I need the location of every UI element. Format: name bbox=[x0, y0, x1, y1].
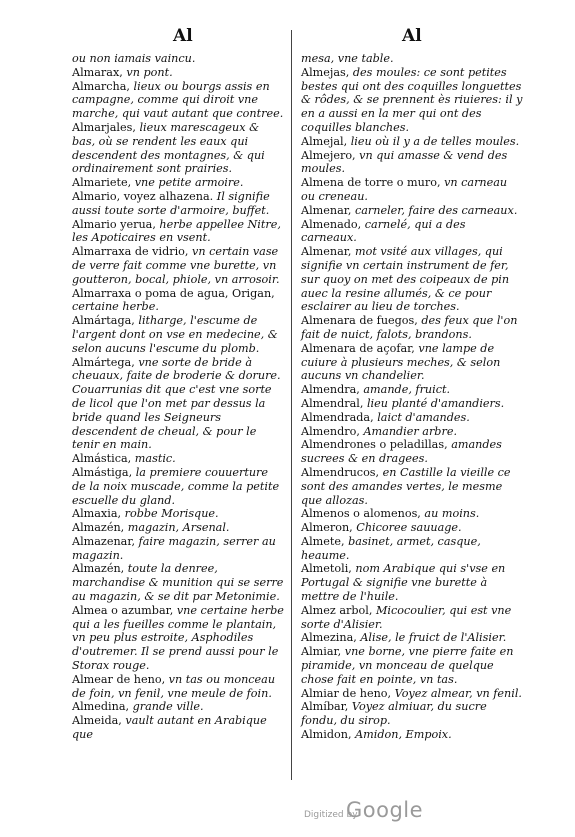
entry-headword: Almendrada, bbox=[301, 410, 374, 424]
entry-headword: Almena de torre o muro, bbox=[301, 176, 441, 190]
dictionary-entry bbox=[72, 714, 284, 742]
dictionary-entry bbox=[301, 521, 523, 535]
entry-headword: Almarjales, bbox=[72, 120, 136, 134]
entry-definition: Amidon, Empoix. bbox=[351, 728, 452, 742]
entry-definition: vn carneau ou creneau. bbox=[301, 176, 508, 203]
entry-definition: au moins. bbox=[420, 507, 480, 521]
dictionary-entry bbox=[301, 507, 523, 521]
entry-headword: Almenar, bbox=[301, 203, 352, 217]
entry-headword: Almazenar, bbox=[72, 534, 135, 548]
entry-headword: Almete, bbox=[301, 534, 345, 548]
entry-definition: Alise, le fruict de l'Alisier. bbox=[356, 631, 507, 645]
entry-definition: en Castille la vieille ce sont des amandes vertes, le mesme que allozas. bbox=[301, 465, 511, 507]
entry-headword: Almiar de heno, bbox=[301, 686, 392, 700]
entry-definition: robbe Morisque. bbox=[121, 507, 219, 521]
entry-headword: Almedina, bbox=[72, 700, 130, 714]
entry-headword: Almetoli, bbox=[301, 562, 352, 576]
entry-definition: des moules: ce sont petites bestes qui ont des coquilles longuettes & rôdes, & se prennent ès riuieres: il y en a aussi en la mer qui ont des coquilles blanches. bbox=[301, 65, 523, 134]
entry-headword: Almea o azumbar, bbox=[72, 603, 174, 617]
dictionary-entry bbox=[301, 52, 523, 66]
entry-definition: amandes sucrees & en dragees. bbox=[301, 438, 502, 466]
dictionary-entry bbox=[72, 521, 284, 535]
entry-definition: vn tas ou monceau de foin, vn fenil, vne meule de foin. bbox=[72, 672, 276, 700]
entry-headword: Almariete, bbox=[72, 176, 132, 190]
dictionary-entry bbox=[301, 604, 523, 632]
entry-definition: carneler, faire des carneaux. bbox=[351, 203, 518, 217]
dictionary-entry bbox=[72, 176, 284, 190]
entry-headword: Almártaga, bbox=[72, 314, 135, 328]
dictionary-entry bbox=[72, 52, 284, 66]
dictionary-entry bbox=[301, 562, 523, 603]
dictionary-entry bbox=[72, 80, 284, 121]
dictionary-entry bbox=[72, 356, 284, 453]
running-header bbox=[0, 26, 575, 50]
dictionary-entry bbox=[301, 700, 523, 728]
dictionary-entry bbox=[301, 314, 523, 342]
dictionary-entry bbox=[72, 452, 284, 466]
dictionary-entry bbox=[301, 645, 523, 686]
entry-headword: Almendro, bbox=[301, 424, 360, 438]
google-logo: Google bbox=[346, 798, 424, 822]
column-divider bbox=[291, 30, 292, 780]
digitized-label: Digitized by bbox=[304, 810, 358, 820]
entry-definition: vne certaine herbe qui a les fueilles comme le plantain, vn peu plus estroite, Asphodiles d'outremer. Il se prend aussi pour le Storax rouge. bbox=[72, 603, 284, 673]
entry-definition: laict d'amandes. bbox=[373, 410, 470, 424]
entry-headword: Almaxia, bbox=[72, 507, 122, 521]
entry-definition: carnelé, qui a des carneaux. bbox=[301, 217, 466, 245]
dictionary-entry bbox=[301, 383, 523, 397]
header-left: Al bbox=[173, 26, 193, 46]
entry-definition: Amandier arbre. bbox=[359, 424, 457, 438]
digitized-watermark bbox=[296, 798, 446, 828]
entry-headword: Almejero, bbox=[301, 148, 356, 162]
entry-headword: Almario, voyez alhazena. bbox=[72, 189, 214, 203]
entry-headword: Almiar, bbox=[301, 645, 342, 659]
entry-definition: Voyez almear, vn fenil. bbox=[391, 686, 522, 700]
entry-definition: vne sorte de bride à cheuaux, faite de broderie & dorure. Couarrunias dit que c'est vne sorte de licol que l'on met par dessus la bride quand les Seigneurs descendent de cheual, & pour le tenir en main. bbox=[72, 355, 281, 452]
dictionary-entry bbox=[72, 121, 284, 176]
entry-headword: Almario yerua, bbox=[72, 217, 156, 231]
dictionary-entry bbox=[301, 135, 523, 149]
entry-definition: vn qui amasse & vend des moules. bbox=[301, 148, 508, 176]
dictionary-entry bbox=[301, 149, 523, 177]
entry-definition: vne lampe de cuiure à plusieurs meches, & selon aucuns vn chandelier. bbox=[301, 341, 501, 383]
dictionary-entry bbox=[301, 728, 523, 742]
dictionary-entry bbox=[301, 466, 523, 507]
entry-headword: Almendra, bbox=[301, 383, 360, 397]
dictionary-entry bbox=[301, 425, 523, 439]
entry-headword: Almenado, bbox=[301, 217, 362, 231]
dictionary-entry bbox=[72, 562, 284, 603]
entry-headword: Almástiga, bbox=[72, 465, 133, 479]
entry-headword: Almenar, bbox=[301, 245, 352, 259]
entry-headword: Almarcha, bbox=[72, 79, 130, 93]
entry-definition: lieux marescageux & bas, où se rendent les eaux qui descendent des montagnes, & qui ordinairement sont prairies. bbox=[72, 120, 265, 176]
entry-definition: Micocoulier, qui est vne sorte d'Alisier. bbox=[301, 603, 512, 631]
entry-headword: Almendrucos, bbox=[301, 465, 380, 479]
entry-headword: Almidon, bbox=[301, 728, 352, 742]
dictionary-entry bbox=[301, 204, 523, 218]
dictionary-entry bbox=[72, 287, 284, 315]
entry-headword: Almendral, bbox=[301, 396, 364, 410]
entry-definition: mot vsité aux villages, qui signifie vn certain instrument de fer, sur quoy on met des coipeaux de pin auec la resine allumés, & ce pour esclairer au lieu de torches. bbox=[301, 245, 510, 314]
entry-definition: nom Arabique qui s'vse en Portugal & signifie vne burette à mettre de l'huile. bbox=[301, 562, 506, 604]
entry-definition: ou non iamais vaincu. bbox=[72, 52, 196, 65]
entry-headword: Almejas, bbox=[301, 65, 350, 79]
entry-definition: vne borne, vne pierre faite en piramide, vn monceau de quelque chose fait en pointe, vn tas. bbox=[301, 645, 514, 686]
entry-headword: Almarax, bbox=[72, 65, 123, 79]
entry-definition: vn pont. bbox=[122, 65, 173, 79]
entry-headword: Almenara de fuegos, bbox=[301, 314, 418, 328]
dictionary-entry bbox=[72, 604, 284, 673]
entry-definition: magazin, Arsenal. bbox=[124, 521, 230, 535]
entry-headword: Almear de heno, bbox=[72, 672, 166, 686]
dictionary-entry bbox=[72, 314, 284, 355]
entry-definition: lieu où il y a de telles moules. bbox=[347, 134, 520, 148]
entry-definition: herbe appellee Nitre, les Apoticaires en vsent. bbox=[72, 217, 281, 245]
entry-definition: lieu planté d'amandiers. bbox=[363, 396, 505, 410]
entry-definition: amande, fruict. bbox=[359, 383, 451, 397]
dictionary-entry bbox=[301, 535, 523, 563]
dictionary-entry bbox=[301, 411, 523, 425]
dictionary-entry bbox=[72, 535, 284, 563]
dictionary-entry bbox=[301, 438, 523, 466]
dictionary-entry bbox=[72, 66, 284, 80]
entry-definition: lieux ou bourgs assis en campagne, comme qui diroit vne marche, qui vaut autant que contree. bbox=[72, 79, 284, 121]
entry-definition: grande ville. bbox=[129, 700, 204, 714]
dictionary-entry bbox=[72, 700, 284, 714]
entry-headword: Almeron, bbox=[301, 521, 353, 535]
dictionary-entry bbox=[72, 190, 284, 218]
entry-definition: des feux que l'on fait de nuict, falots, brandons. bbox=[301, 314, 518, 341]
entry-headword: Almarraxa o poma de agua, Origan, bbox=[72, 286, 275, 300]
dictionary-entry bbox=[301, 176, 523, 204]
entry-headword: Almástica, bbox=[72, 452, 132, 466]
entry-headword: Almendrones o peladillas, bbox=[301, 438, 448, 452]
dictionary-entry bbox=[301, 687, 523, 701]
dictionary-entry bbox=[301, 397, 523, 411]
entry-headword: Almeida, bbox=[72, 714, 122, 728]
entry-headword: Almazén, bbox=[72, 521, 125, 535]
entry-definition: Il signifie aussi toute sorte d'armoire, buffet. bbox=[72, 189, 270, 217]
entry-definition: vn certain vase de verre fait comme vne burette, vn goutteron, bocal, phiole, vn arrosoir. bbox=[72, 245, 280, 286]
dictionary-entry bbox=[301, 218, 523, 246]
dictionary-entry bbox=[72, 507, 284, 521]
entry-definition: mesa, vne table. bbox=[301, 52, 394, 65]
dictionary-entry bbox=[301, 245, 523, 314]
entry-headword: Almejal, bbox=[301, 134, 348, 148]
entry-definition: vault autant en Arabique que bbox=[72, 714, 267, 742]
dictionary-entry bbox=[301, 66, 523, 135]
dictionary-entry bbox=[72, 245, 284, 286]
entry-headword: Almarraxa de vidrio, bbox=[72, 245, 189, 259]
entry-definition: Chicoree sauuage. bbox=[352, 521, 462, 535]
entry-definition: mastic. bbox=[131, 452, 176, 466]
entry-headword: Almazén, bbox=[72, 562, 125, 576]
dictionary-entry bbox=[72, 673, 284, 701]
entry-definition: vne petite armoire. bbox=[131, 176, 244, 190]
dictionary-entry bbox=[301, 342, 523, 383]
entry-definition: certaine herbe. bbox=[72, 300, 159, 314]
entry-definition: Voyez almiuar, du sucre fondu, du sirop. bbox=[301, 700, 487, 728]
entry-definition: basinet, armet, casque, heaume. bbox=[301, 534, 481, 562]
entry-headword: Almez arbol, bbox=[301, 603, 373, 617]
dictionary-entry bbox=[301, 631, 523, 645]
entry-headword: Almenos o alomenos, bbox=[301, 507, 421, 521]
left-column bbox=[72, 52, 284, 742]
dictionary-entry bbox=[72, 218, 284, 246]
entry-headword: Almenara de açofar, bbox=[301, 341, 415, 355]
entry-headword: Almártega, bbox=[72, 355, 135, 369]
entry-headword: Almezina, bbox=[301, 631, 357, 645]
entry-definition: faire magazin, serrer au magazin. bbox=[72, 534, 276, 562]
right-column bbox=[301, 52, 523, 742]
entry-headword: Almíbar, bbox=[301, 700, 349, 714]
dictionary-entry bbox=[72, 466, 284, 507]
header-right: Al bbox=[402, 26, 422, 46]
entry-definition: litharge, l'escume de l'argent dont on vse en medecine, & selon aucuns l'escume du plomb. bbox=[72, 314, 278, 355]
entry-definition: toute la denree, marchandise & munition qui se serre au magazin, & se dit par Metonimie. bbox=[72, 562, 284, 604]
entry-definition: la premiere couuerture de la noix muscade, comme la petite escuelle du gland. bbox=[72, 465, 280, 507]
